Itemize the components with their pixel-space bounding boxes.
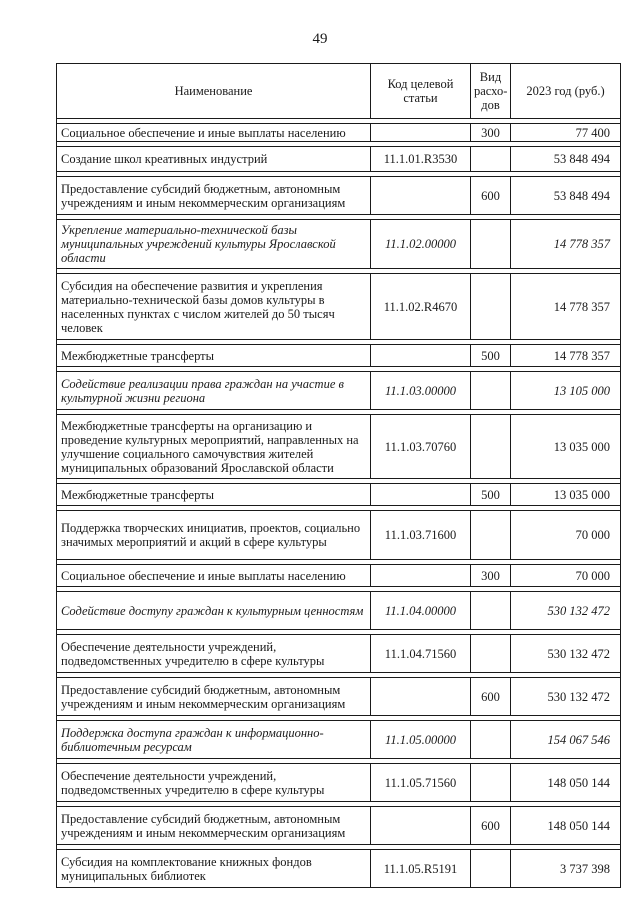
name-cell: Субсидия на комплектование книжных фондов муниципальных библиотек — [57, 850, 371, 888]
code-cell — [371, 484, 471, 506]
table-row — [57, 592, 621, 630]
table-row — [57, 372, 621, 410]
code-cell: 11.1.03.70760 — [371, 415, 471, 479]
code-cell — [371, 124, 471, 142]
code-cell: 11.1.04.71560 — [371, 635, 471, 673]
name-cell: Предоставление субсидий бюджетным, автономным учреждениям и иным некоммерческим организациям — [57, 177, 371, 215]
table-body — [57, 119, 621, 888]
code-cell: 11.1.02.R4670 — [371, 274, 471, 340]
name-cell: Обеспечение деятельности учреждений, подведомственных учредителю в сфере культуры — [57, 764, 371, 802]
amount-cell: 13 035 000 — [511, 484, 621, 506]
amount-cell: 148 050 144 — [511, 807, 621, 845]
table-row — [57, 415, 621, 479]
budget-table — [56, 63, 621, 888]
table-row — [57, 147, 621, 172]
name-cell: Межбюджетные трансферты на организацию и проведение культурных мероприятий, направленных на улучшение социального самочувствия жителей муниципальных образований Ярославской области — [57, 415, 371, 479]
code-cell — [371, 565, 471, 587]
code-cell: 11.1.05.00000 — [371, 721, 471, 759]
name-cell: Обеспечение деятельности учреждений, подведомственных учредителю в сфере культуры — [57, 635, 371, 673]
amount-cell: 154 067 546 — [511, 721, 621, 759]
table-row — [57, 124, 621, 142]
code-cell: 11.1.03.00000 — [371, 372, 471, 410]
name-cell: Поддержка доступа граждан к информационно-библиотечным ресурсам — [57, 721, 371, 759]
amount-cell: 530 132 472 — [511, 635, 621, 673]
code-cell: 11.1.04.00000 — [371, 592, 471, 630]
code-cell — [371, 177, 471, 215]
amount-cell: 13 105 000 — [511, 372, 621, 410]
code-cell: 11.1.02.00000 — [371, 220, 471, 269]
type-cell: 300 — [471, 565, 511, 587]
amount-cell: 53 848 494 — [511, 177, 621, 215]
table-row — [57, 721, 621, 759]
amount-cell: 530 132 472 — [511, 592, 621, 630]
table-row — [57, 220, 621, 269]
header-name: Наименование — [57, 64, 371, 119]
code-cell: 11.1.01.R3530 — [371, 147, 471, 172]
table-row — [57, 484, 621, 506]
table-header-row — [57, 64, 621, 119]
name-cell: Предоставление субсидий бюджетным, автономным учреждениям и иным некоммерческим организациям — [57, 678, 371, 716]
code-cell: 11.1.03.71600 — [371, 511, 471, 560]
table-row — [57, 565, 621, 587]
header-type: Вид расхо- дов — [471, 64, 511, 119]
name-cell: Социальное обеспечение и иные выплаты населению — [57, 124, 371, 142]
table-row — [57, 850, 621, 888]
header-amount: 2023 год (руб.) — [511, 64, 621, 119]
amount-cell: 70 000 — [511, 511, 621, 560]
amount-cell: 530 132 472 — [511, 678, 621, 716]
name-cell: Содействие доступу граждан к культурным ценностям — [57, 592, 371, 630]
amount-cell: 14 778 357 — [511, 274, 621, 340]
type-cell — [471, 220, 511, 269]
type-cell — [471, 511, 511, 560]
amount-cell: 77 400 — [511, 124, 621, 142]
code-cell: 11.1.05.R5191 — [371, 850, 471, 888]
type-cell: 600 — [471, 678, 511, 716]
name-cell: Межбюджетные трансферты — [57, 345, 371, 367]
type-cell — [471, 147, 511, 172]
type-cell: 300 — [471, 124, 511, 142]
table-row — [57, 764, 621, 802]
amount-cell: 14 778 357 — [511, 220, 621, 269]
type-cell — [471, 764, 511, 802]
type-cell — [471, 592, 511, 630]
type-cell — [471, 635, 511, 673]
amount-cell: 3 737 398 — [511, 850, 621, 888]
table-row — [57, 635, 621, 673]
table-row — [57, 511, 621, 560]
type-cell — [471, 274, 511, 340]
type-cell: 600 — [471, 177, 511, 215]
type-cell — [471, 415, 511, 479]
type-cell: 600 — [471, 807, 511, 845]
table-row — [57, 345, 621, 367]
header-code: Код целевой статьи — [371, 64, 471, 119]
type-cell: 500 — [471, 345, 511, 367]
name-cell: Субсидия на обеспечение развития и укрепления материально-технической базы домов культуры в населенных пунктах с числом жителей до 50 тысяч человек — [57, 274, 371, 340]
type-cell — [471, 721, 511, 759]
code-cell — [371, 678, 471, 716]
amount-cell: 70 000 — [511, 565, 621, 587]
amount-cell: 14 778 357 — [511, 345, 621, 367]
name-cell: Укрепление материально-технической базы муниципальных учреждений культуры Ярославской области — [57, 220, 371, 269]
table-row — [57, 274, 621, 340]
table-row — [57, 678, 621, 716]
amount-cell: 13 035 000 — [511, 415, 621, 479]
amount-cell: 53 848 494 — [511, 147, 621, 172]
type-cell — [471, 372, 511, 410]
table-row — [57, 177, 621, 215]
code-cell — [371, 345, 471, 367]
type-cell: 500 — [471, 484, 511, 506]
amount-cell: 148 050 144 — [511, 764, 621, 802]
name-cell: Содействие реализации права граждан на участие в культурной жизни региона — [57, 372, 371, 410]
code-cell: 11.1.05.71560 — [371, 764, 471, 802]
name-cell: Предоставление субсидий бюджетным, автономным учреждениям и иным некоммерческим организациям — [57, 807, 371, 845]
name-cell: Создание школ креативных индустрий — [57, 147, 371, 172]
name-cell: Поддержка творческих инициатив, проектов, социально значимых мероприятий и акций в сфере культуры — [57, 511, 371, 560]
table-row — [57, 807, 621, 845]
name-cell: Социальное обеспечение и иные выплаты населению — [57, 565, 371, 587]
name-cell: Межбюджетные трансферты — [57, 484, 371, 506]
code-cell — [371, 807, 471, 845]
page-number: 49 — [312, 31, 328, 47]
type-cell — [471, 850, 511, 888]
